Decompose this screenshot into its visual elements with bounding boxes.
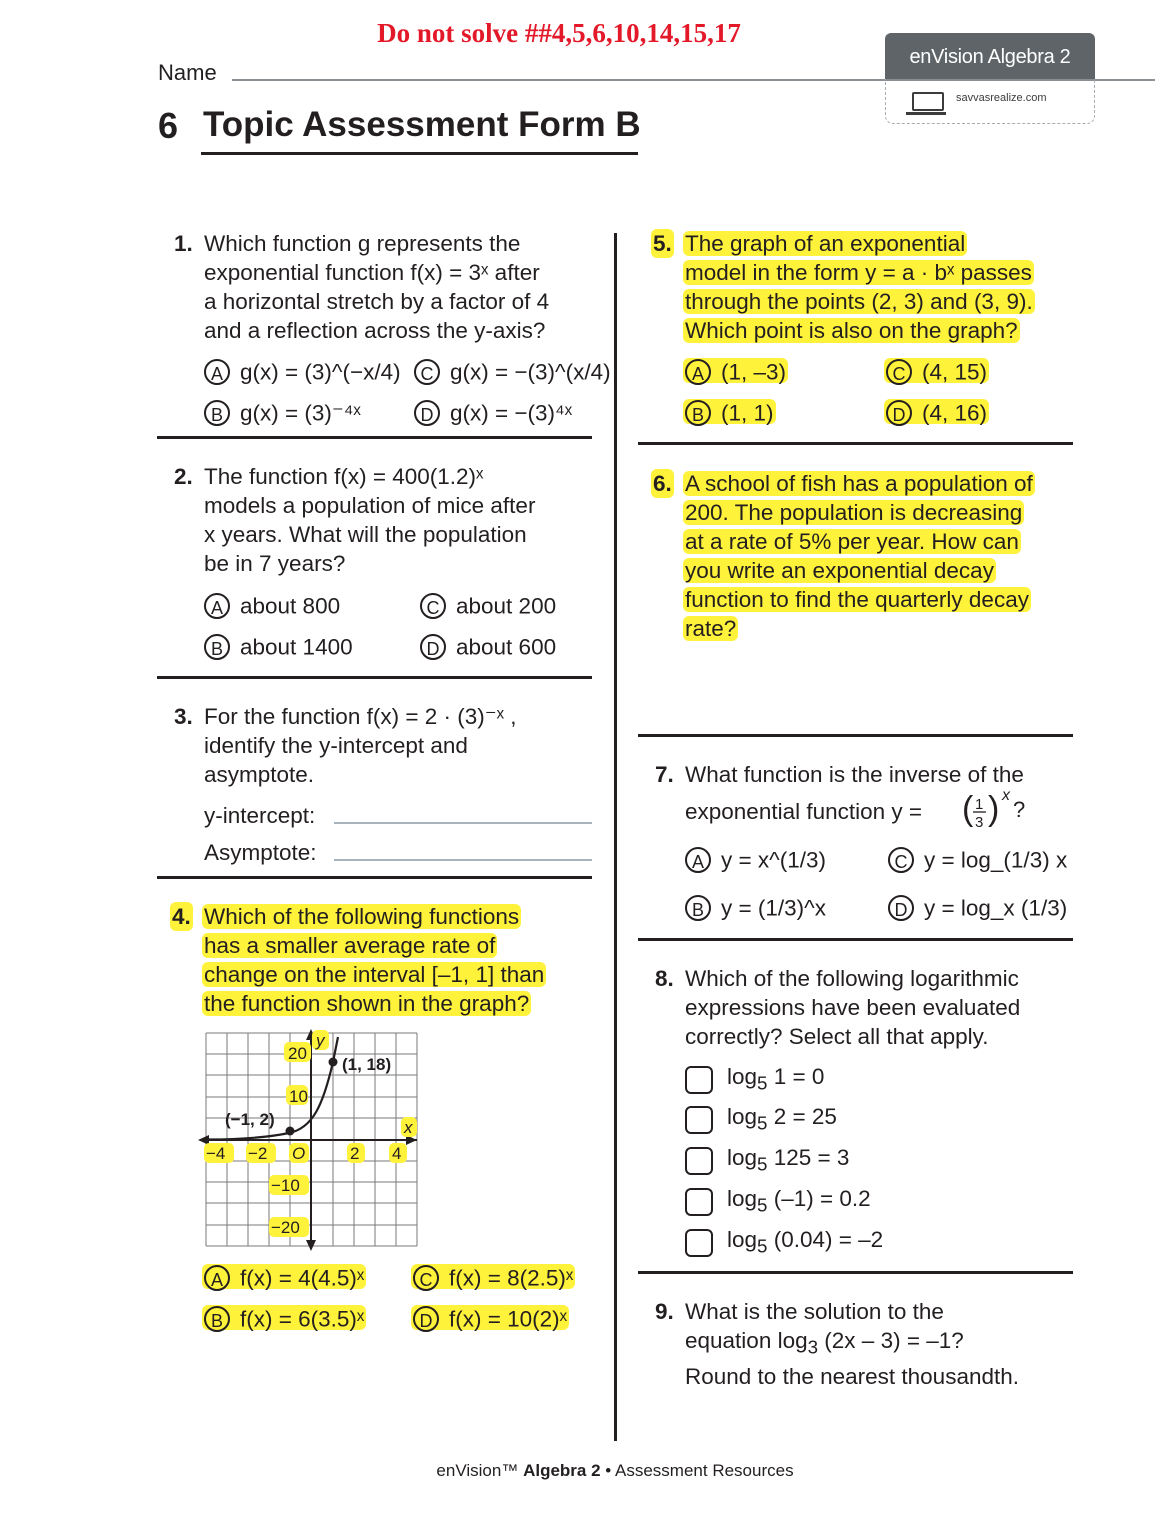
- checkbox-option[interactable]: $\log_5 2 = 25$: [685, 1102, 837, 1138]
- option-b[interactable]: B g(x) = (3)⁻⁴ˣ: [204, 397, 361, 428]
- x-tick-label: −2: [248, 1144, 268, 1163]
- option-d[interactable]: D y = log_x (1/3): [888, 892, 1067, 923]
- x-tick-label: 2: [350, 1144, 360, 1163]
- question-text: Which of the following functions has a smaller average rate of change on the interval [–1, 1] than the function shown in the graph?: [204, 904, 545, 1016]
- option-c[interactable]: C g(x) = −(3)^(x/4): [414, 356, 611, 387]
- exponential-graph: [195, 1025, 435, 1255]
- y-axis-label: y: [316, 1031, 325, 1050]
- checkbox-option[interactable]: $\log_5 (0.04) = -2$: [685, 1225, 883, 1261]
- option-letter: D: [888, 895, 914, 921]
- option-letter: B: [204, 634, 230, 660]
- option-a[interactable]: A about 800: [204, 590, 340, 621]
- svg-text:(: (: [962, 790, 974, 828]
- question-text: For the function f(x) = 2 · (3)⁻ˣ , identify the y-intercept and asymptote.: [204, 704, 517, 787]
- brand-badge: [885, 33, 1095, 123]
- option-letter: C: [420, 593, 446, 619]
- question-text: A school of fish has a population of 200. The population is decreasing at a rate of 5% per year. How can you write an exponential decay function to find the quarterly decay rate?: [685, 471, 1033, 641]
- question-number: 4.: [172, 904, 191, 929]
- question-number: 9.: [655, 1299, 674, 1324]
- y-tick-label: −20: [271, 1218, 300, 1237]
- checkbox-option[interactable]: $\log_5 1 = 0$: [685, 1062, 824, 1098]
- question-text: Which of the following logarithmic expressions have been evaluated correctly? Select all that apply.: [685, 966, 1021, 1049]
- x-tick-label: −4: [206, 1144, 226, 1163]
- y-intercept-label: y-intercept:: [204, 803, 316, 828]
- name-label: Name: [158, 60, 217, 85]
- question-number: 8.: [655, 966, 674, 991]
- option-letter: A: [685, 359, 711, 385]
- option-a[interactable]: A f(x) = 4(4.5)ˣ: [202, 1262, 366, 1293]
- question-number: 1.: [174, 231, 193, 256]
- option-c[interactable]: C about 200: [420, 590, 556, 621]
- option-letter: D: [414, 400, 440, 426]
- question-number: 6.: [653, 471, 672, 496]
- checkbox-option[interactable]: $\log_5 125 = 3$: [685, 1143, 849, 1179]
- question-divider: [638, 734, 1073, 737]
- question-number: 7.: [655, 762, 674, 787]
- svg-text:?: ?: [1013, 797, 1026, 822]
- option-letter: D: [420, 634, 446, 660]
- option-c[interactable]: C f(x) = 8(2.5)ˣ: [411, 1262, 575, 1293]
- option-b[interactable]: B (1, 1): [683, 397, 776, 428]
- option-letter: B: [204, 400, 230, 426]
- option-a[interactable]: A (1, –3): [683, 356, 788, 387]
- option-b[interactable]: B about 1400: [204, 631, 353, 662]
- checkbox[interactable]: [685, 1229, 713, 1257]
- option-a[interactable]: A g(x) = (3)^(−x/4): [204, 356, 401, 387]
- svg-text:3: 3: [975, 814, 984, 831]
- svg-text:x: x: [1002, 787, 1010, 804]
- question-text: Which function g represents the exponential function f(x) = 3ˣ after a horizontal stretch by a factor of 4 and a reflection across the y-axis?: [204, 231, 550, 343]
- option-letter: C: [414, 359, 440, 385]
- question-text-line2: exponential function y =: [685, 799, 923, 824]
- option-d[interactable]: D g(x) = −(3)⁴ˣ: [414, 397, 572, 428]
- question-number: 3.: [174, 704, 193, 729]
- question-divider: [157, 436, 592, 439]
- svg-text:): ): [988, 790, 1000, 828]
- y-intercept-answer-field[interactable]: [334, 822, 592, 824]
- option-b[interactable]: B f(x) = 6(3.5)ˣ: [202, 1303, 366, 1334]
- brand-logo: enVision Algebra 2: [885, 33, 1095, 79]
- svg-text:1: 1: [975, 796, 984, 813]
- option-letter: D: [413, 1306, 439, 1332]
- column-divider: [614, 233, 617, 1441]
- option-c[interactable]: C y = log_(1/3) x: [888, 844, 1067, 875]
- option-letter: A: [204, 359, 230, 385]
- option-d[interactable]: D f(x) = 10(2)ˣ: [411, 1303, 569, 1334]
- footer: enVision™ Algebra 2 • Assessment Resources: [436, 1461, 794, 1480]
- checkbox[interactable]: [685, 1147, 713, 1175]
- graph-point: [286, 1127, 295, 1136]
- instruction-note: Do not solve ##4,5,6,10,14,15,17: [377, 18, 741, 48]
- question-divider: [638, 442, 1073, 445]
- x-tick-label: 4: [392, 1144, 402, 1163]
- y-tick-label: 20: [288, 1044, 307, 1063]
- checkbox[interactable]: [685, 1066, 713, 1094]
- point-label: (−1, 2): [225, 1110, 275, 1129]
- asymptote-label: Asymptote:: [204, 840, 317, 865]
- x-axis-label: x: [404, 1118, 413, 1137]
- option-letter: D: [886, 400, 912, 426]
- question-divider: [638, 1271, 1073, 1274]
- point-label: (1, 18): [342, 1055, 392, 1074]
- question-divider: [157, 676, 592, 679]
- y-tick-label: 10: [289, 1087, 308, 1106]
- option-letter: B: [204, 1306, 230, 1332]
- option-c[interactable]: C (4, 15): [884, 356, 989, 387]
- question-text: The function f(x) = 400(1.2)ˣ models a population of mice after x years. What will the population be in 7 years?: [204, 464, 536, 576]
- question-number: 2.: [174, 464, 193, 489]
- option-d[interactable]: D about 600: [420, 631, 556, 662]
- y-tick-label: −10: [271, 1176, 300, 1195]
- option-letter: C: [413, 1265, 439, 1291]
- option-a[interactable]: A y = x^(1/3): [685, 844, 826, 875]
- question-text: What is the solution to the equation $\log_3 (2x - 3) = -1$? Round to the nearest thousandth.: [685, 1299, 1019, 1389]
- option-letter: A: [204, 1265, 230, 1291]
- topic-number: 6: [158, 105, 179, 146]
- question-divider: [638, 938, 1073, 941]
- option-letter: B: [685, 400, 711, 426]
- question-text: What function is the inverse of the: [685, 762, 1024, 787]
- asymptote-answer-field[interactable]: [334, 859, 592, 861]
- checkbox[interactable]: [685, 1106, 713, 1134]
- question-divider: [157, 876, 592, 879]
- laptop-icon: [912, 92, 944, 111]
- option-letter: A: [204, 593, 230, 619]
- origin-label: O: [292, 1144, 306, 1163]
- fraction-expression: [958, 785, 1028, 835]
- option-letter: C: [888, 847, 914, 873]
- question-number: 5.: [653, 231, 672, 256]
- graph-point: [329, 1058, 338, 1067]
- brand-url: savvasrealize.com: [956, 92, 1047, 104]
- option-letter: C: [886, 359, 912, 385]
- checkbox-option[interactable]: $\log_5 (-1) = 0.2$: [685, 1184, 871, 1220]
- checkbox[interactable]: [685, 1188, 713, 1216]
- option-b[interactable]: B y = (1/3)^x: [685, 892, 826, 923]
- option-d[interactable]: D (4, 16): [884, 397, 989, 428]
- title-underline: [201, 152, 638, 155]
- option-letter: B: [685, 895, 711, 921]
- question-text: The graph of an exponential model in the form y = a · bˣ passes through the points (2, 3) and (3, 9). Which point is also on the graph?: [685, 231, 1033, 343]
- option-letter: A: [685, 847, 711, 873]
- page-title: Topic Assessment Form B: [203, 105, 641, 144]
